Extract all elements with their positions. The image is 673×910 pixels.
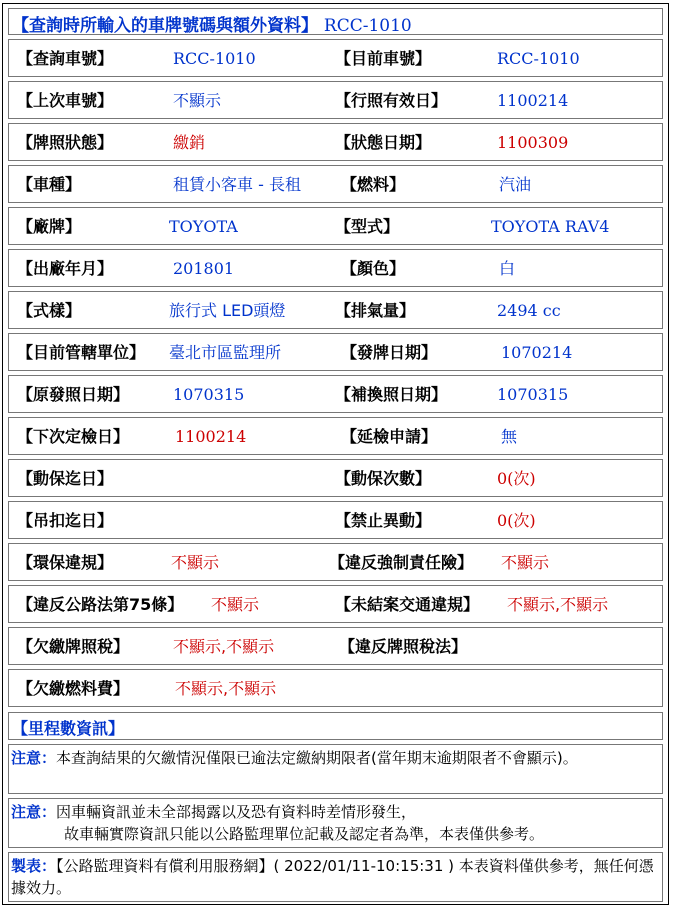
field-value: RCC-1010: [173, 49, 256, 68]
field-label: 【行照有效日】: [335, 91, 448, 110]
field-label: 【發牌日期】: [341, 343, 438, 362]
field-label: 【燃料】: [341, 175, 406, 194]
field-label: 【出廠年月】: [17, 259, 114, 278]
field-label: 【吊扣迄日】: [17, 511, 114, 530]
note-disclaimer: [8, 798, 663, 848]
info-row: [8, 333, 663, 371]
field-value: 0(次): [497, 511, 536, 530]
field-value: 不顯示: [173, 91, 222, 110]
field-value: 臺北市區監理所: [169, 343, 282, 362]
field-value: 2494 cc: [497, 301, 561, 320]
field-label: 【狀態日期】: [335, 133, 432, 152]
note2-label: 注意：: [11, 803, 57, 821]
info-row: [8, 207, 663, 245]
query-title-row: [8, 8, 663, 35]
field-value: 不顯示,不顯示: [507, 595, 609, 614]
note1-text: 本查詢結果的欠繳情況僅限已逾法定繳納期限者(當年期末逾期限者不會顯示)。: [56, 749, 578, 767]
title-plate: RCC-1010: [323, 16, 412, 36]
note-source: [8, 852, 663, 902]
field-label: 【式樣】: [17, 301, 82, 320]
field-label: 【廠牌】: [17, 217, 82, 236]
info-row: [8, 375, 663, 413]
field-label: 【目前車號】: [335, 49, 432, 68]
info-row: [8, 81, 663, 119]
field-label: 【上次車號】: [17, 91, 114, 110]
title-prefix: 【查詢時所輸入的車牌號碼與額外資料】: [12, 16, 318, 36]
field-value: 1070315: [173, 385, 245, 404]
field-value: 白: [499, 259, 516, 278]
field-label: 【違反牌照稅法】: [339, 637, 468, 656]
field-label: 【顏色】: [341, 259, 406, 278]
field-label: 【型式】: [335, 217, 400, 236]
field-label: 【補換照日期】: [335, 385, 448, 404]
field-value: 201801: [173, 259, 235, 278]
field-label: 【下次定檢日】: [17, 427, 130, 446]
field-value: 不顯示,不顯示: [175, 679, 277, 698]
info-row: [8, 417, 663, 455]
field-value: 不顯示,不顯示: [173, 637, 275, 656]
field-label: 【動保迄日】: [17, 469, 114, 488]
note3-label: 製表：: [11, 857, 57, 875]
info-row: [8, 669, 663, 707]
field-label: 【排氣量】: [335, 301, 416, 320]
field-label: 【延檢申請】: [341, 427, 438, 446]
field-label: 【車種】: [17, 175, 82, 194]
note-overdue: [8, 744, 663, 794]
field-value: 無: [501, 427, 518, 446]
info-row: [8, 123, 663, 161]
field-value: 1100214: [497, 91, 569, 110]
field-label: 【牌照狀態】: [17, 133, 114, 152]
field-value: 汽油: [499, 175, 532, 194]
field-value: 不顯示: [501, 553, 550, 572]
field-value: RCC-1010: [497, 49, 580, 68]
field-label: 【違反強制責任險】: [329, 553, 474, 572]
field-label: 【禁止異動】: [335, 511, 432, 530]
field-value: 租賃小客車 - 長租: [173, 175, 301, 194]
note2-line2: 故車輛實際資訊只能以公路監理單位記載及認定者為準，本表僅供參考。: [64, 825, 545, 843]
field-label: 【目前管轄單位】: [17, 343, 146, 362]
info-row: [8, 501, 663, 539]
field-value: 不顯示: [171, 553, 220, 572]
note2-line1: 因車輛資訊並未全部揭露以及恐有資料時差情形發生，: [56, 803, 417, 821]
info-row: [8, 165, 663, 203]
field-label: 【欠繳燃料費】: [17, 679, 130, 698]
field-label: 【違反公路法第75條】: [17, 595, 184, 614]
field-label: 【查詢車號】: [17, 49, 114, 68]
info-row: [8, 459, 663, 497]
query-title: [12, 11, 412, 36]
field-value: 繳銷: [173, 133, 206, 152]
info-row: [8, 291, 663, 329]
field-label: 【欠繳牌照稅】: [17, 637, 130, 656]
field-label: 【未結案交通違規】: [335, 595, 480, 614]
note3-text: 【公路監理資料有償利用服務網】( 2022/01/11-10:15:31 ) 本表資料僅供參考，無任何憑據效力。: [11, 857, 654, 897]
field-value: 1100309: [497, 133, 569, 152]
info-row: [8, 249, 663, 287]
field-value: 0(次): [497, 469, 536, 488]
field-value: 不顯示: [211, 595, 260, 614]
field-value: TOYOTA: [169, 217, 238, 236]
field-label: 【原發照日期】: [17, 385, 130, 404]
note1-label: 注意：: [11, 749, 57, 767]
field-label: 【動保次數】: [335, 469, 432, 488]
info-row: [8, 39, 663, 77]
field-label: 【環保違規】: [17, 553, 114, 572]
field-value: 1100214: [175, 427, 247, 446]
mileage-row: [8, 712, 663, 740]
info-row: [8, 627, 663, 665]
field-value: 旅行式 LED頭燈: [169, 301, 286, 320]
mileage-label: 【里程數資訊】: [12, 719, 125, 738]
field-value: 1070315: [497, 385, 569, 404]
info-row: [8, 543, 663, 581]
info-row: [8, 585, 663, 623]
field-value: 1070214: [501, 343, 573, 362]
field-value: TOYOTA RAV4: [491, 217, 610, 236]
